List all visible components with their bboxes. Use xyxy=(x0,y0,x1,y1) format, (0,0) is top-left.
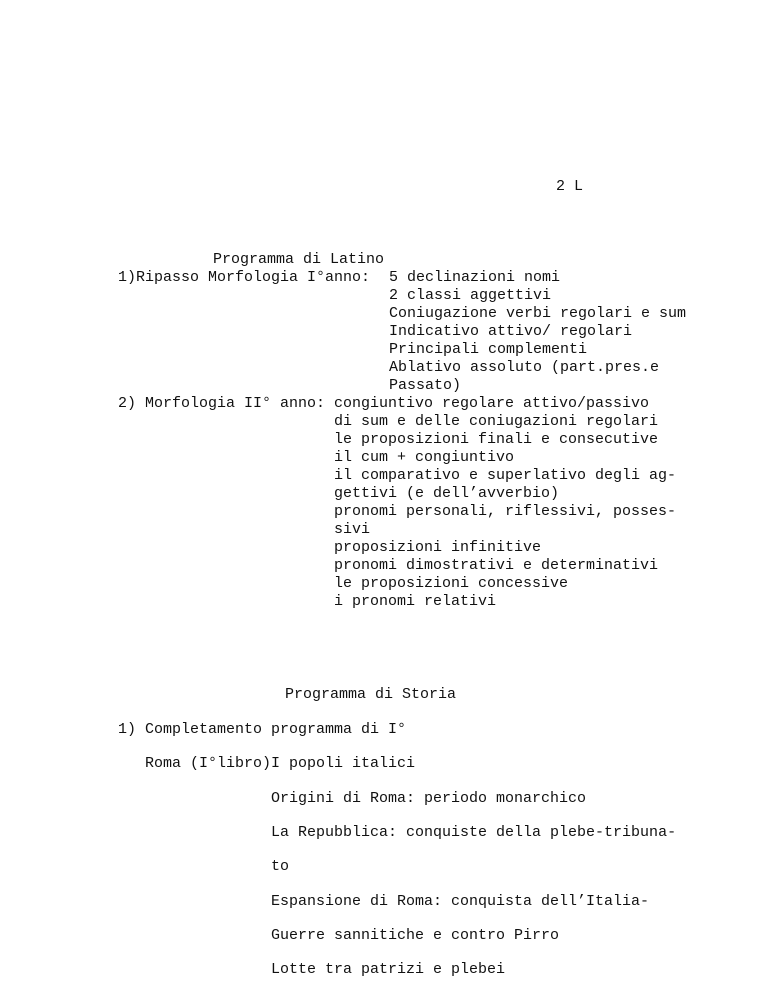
list-item: le proposizioni finali e consecutive xyxy=(334,431,659,448)
list-item: sivi xyxy=(334,521,371,538)
list-item: gettivi (e dell’avverbio) xyxy=(334,485,560,502)
list-item: i pronomi relativi xyxy=(334,593,497,610)
list-item: La Repubblica: conquiste della plebe-tribuna- xyxy=(271,824,677,841)
class-label: 2 L xyxy=(556,178,584,195)
history-section-1-label: 1) Completamento programma di I° xyxy=(118,721,407,738)
list-item: Indicativo attivo/ regolari xyxy=(389,323,633,340)
list-item: I popoli italici xyxy=(271,755,416,772)
list-item: 5 declinazioni nomi xyxy=(389,269,561,286)
list-item: Guerre sannitiche e contro Pirro xyxy=(271,927,560,944)
history-program-title: Programma di Storia xyxy=(285,686,457,703)
list-item: Principali complementi xyxy=(389,341,588,358)
list-item: Espansione di Roma: conquista dell’Italia- xyxy=(271,893,650,910)
list-item: il cum + congiuntivo xyxy=(334,449,515,466)
list-item: Ablativo assoluto (part.pres.e xyxy=(389,359,660,376)
latin-program-title: Programma di Latino xyxy=(213,251,385,268)
list-item: Coniugazione verbi regolari e sum xyxy=(389,305,687,322)
list-item: di sum e delle coniugazioni regolari xyxy=(334,413,659,430)
list-item: le proposizioni concessive xyxy=(334,575,569,592)
latin-section-2-label: 2) Morfologia II° anno: xyxy=(118,395,326,412)
list-item: Lotte tra patrizi e plebei xyxy=(271,961,506,978)
list-item: Passato) xyxy=(389,377,462,394)
latin-section-1-label: 1)Ripasso Morfologia I°anno: xyxy=(118,269,371,286)
list-item: il comparativo e superlativo degli ag- xyxy=(334,467,677,484)
list-item: proposizioni infinitive xyxy=(334,539,542,556)
list-item: Origini di Roma: periodo monarchico xyxy=(271,790,587,807)
list-item: pronomi personali, riflessivi, posses- xyxy=(334,503,677,520)
history-section-1-sublabel: Roma (I°libro) xyxy=(145,755,272,772)
list-item: to xyxy=(271,858,290,875)
list-item: pronomi dimostrativi e determinativi xyxy=(334,557,659,574)
list-item: 2 classi aggettivi xyxy=(389,287,552,304)
list-item: congiuntivo regolare attivo/passivo xyxy=(334,395,650,412)
